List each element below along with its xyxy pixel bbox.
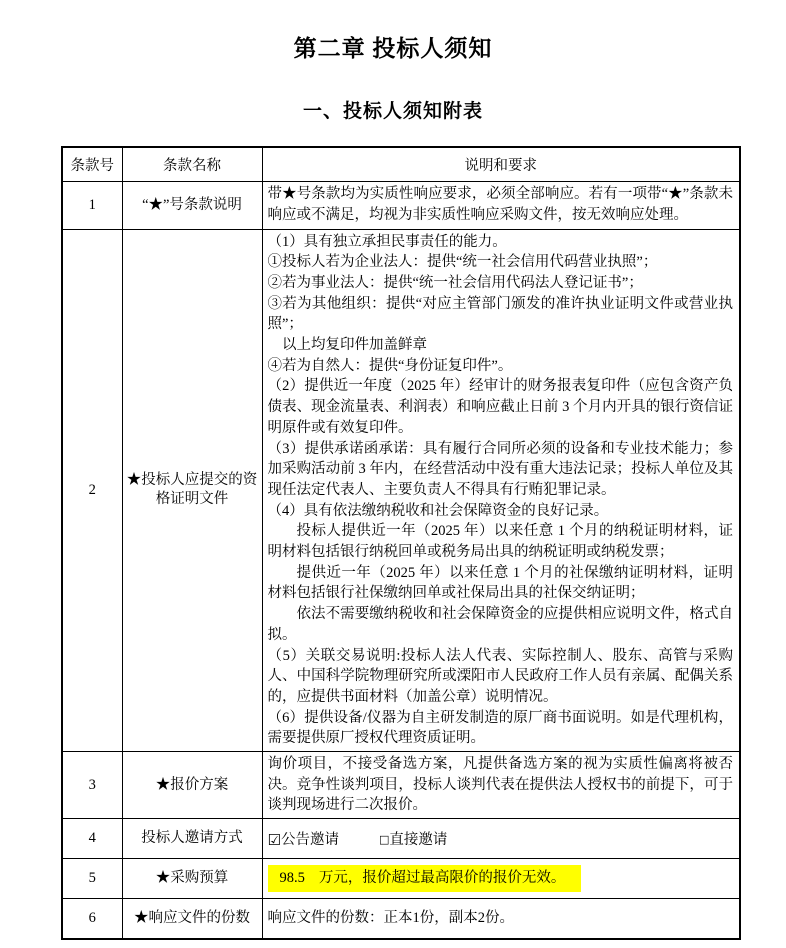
clause-name: “★”号条款说明	[122, 181, 262, 229]
clause-name: ★报价方案	[122, 752, 262, 819]
clause-number: 6	[62, 899, 122, 939]
budget-text: 万元，报价超过最高限价的报价无效。	[318, 870, 566, 887]
description-paragraph: ②若为事业法人：提供“统一社会信用代码法人登记证书”；	[267, 274, 643, 291]
clause-number: 1	[62, 181, 122, 229]
clause-name: ★投标人应提交的资格证明文件	[122, 229, 262, 752]
table-row	[62, 819, 740, 859]
budget-value: 98.5	[279, 870, 305, 887]
description-paragraph: （1）具有独立承担民事责任的能力。	[267, 233, 507, 250]
header-description: 说明和要求	[262, 147, 740, 181]
option-label-direct-invitation: 直接邀请	[389, 832, 448, 849]
description-paragraph: 带★号条款均为实质性响应要求，必须全部响应。若有一项带“★”条款未响应或不满足，均视为非实质性响应采购文件，按无效响应处理。	[267, 186, 733, 223]
header-clause-number: 条款号	[62, 147, 122, 181]
clause-description	[262, 229, 740, 752]
option-label-public-invitation: 公告邀请	[280, 832, 339, 849]
header-clause-name: 条款名称	[122, 147, 262, 181]
description-paragraph: 询价项目，不接受备选方案，凡提供备选方案的视为实质性偏离将被否决。竞争性谈判项目，投标人谈判代表在提供法人授权书的前提下，可于谈判现场进行二次报价。	[267, 756, 733, 814]
clause-description	[262, 819, 740, 859]
clause-number: 4	[62, 819, 122, 859]
clause-number: 3	[62, 752, 122, 819]
description-paragraph: （4）具有依法缴纳税收和社会保障资金的良好记录。	[267, 502, 609, 519]
chapter-title: 第二章 投标人须知	[293, 36, 493, 61]
description-paragraph: ③若为其他组织：提供“对应主管部门颁发的准许执业证明文件或营业执照”；	[267, 295, 733, 333]
clause-description	[262, 859, 740, 899]
table-row	[62, 181, 740, 229]
clause-description	[262, 181, 740, 229]
section-title: 一、投标人须知附表	[302, 101, 483, 122]
description-paragraph: 提供近一年（2025 年）以来任意 1 个月的社保缴纳证明材料，证明材料包括银行社保缴纳回单或社保局出具的社保交纳证明；	[267, 564, 733, 602]
description-paragraph: 以上均复印件加盖鲜章	[282, 337, 427, 354]
description-paragraph: （3）提供承诺函承诺：具有履行合同所必须的设备和专业技术能力；参加采购活动前 3 年内，在经营活动中没有重大违法记录；投标人单位及其现任法定代表人、主要负责人不得具有行贿犯罪记录。	[267, 440, 733, 498]
checkbox-unchecked-icon: □	[378, 833, 390, 847]
budget-highlight	[268, 865, 582, 892]
clause-description	[262, 899, 740, 939]
clause-name: ★响应文件的份数	[122, 899, 262, 939]
clause-number: 2	[62, 229, 122, 752]
description-paragraph: 依法不需要缴纳税收和社会保障资金的应提供相应说明文件，格式自拟。	[267, 606, 733, 643]
description-paragraph: 投标人提供近一年（2025 年）以来任意 1 个月的纳税证明材料，证明材料包括银行纳税回单或税务局出具的纳税证明或纳税发票；	[267, 523, 733, 561]
checkbox-checked-icon: ☑	[267, 831, 281, 850]
table-header-row	[62, 147, 740, 181]
clause-description	[262, 752, 740, 819]
clause-name: 投标人邀请方式	[122, 819, 262, 859]
description-paragraph: 响应文件的份数：正本1份，副本2份。	[267, 910, 514, 927]
description-paragraph: ①投标人若为企业法人：提供“统一社会信用代码营业执照”；	[267, 254, 658, 271]
table-row	[62, 229, 740, 752]
description-paragraph: （6）提供设备/仪器为自主研发制造的原厂商书面说明。如是代理机构，需要提供原厂授权代理资质证明。	[267, 709, 733, 747]
clause-name: ★采购预算	[122, 859, 262, 899]
table-row	[62, 899, 740, 939]
clause-number: 5	[62, 859, 122, 899]
description-paragraph: ④若为自然人：提供“身份证复印件”。	[267, 357, 513, 374]
invitation-options	[268, 832, 448, 848]
bidder-notice-table	[61, 146, 741, 940]
table-row	[62, 752, 740, 819]
description-paragraph: （5）关联交易说明:投标人法人代表、实际控制人、股东、高管与采购人、中国科学院物理研究所或溧阳市人民政府工作人员有亲属、配偶关系的，应提供书面材料（加盖公章）说明情况。	[267, 647, 733, 705]
description-paragraph: （2）提供近一年度（2025 年）经审计的财务报表复印件（应包含资产负债表、现金流量表、利润表）和响应截止日前 3 个月内开具的银行资信证明原件或有效复印件。	[267, 378, 733, 436]
table-row	[62, 859, 740, 899]
